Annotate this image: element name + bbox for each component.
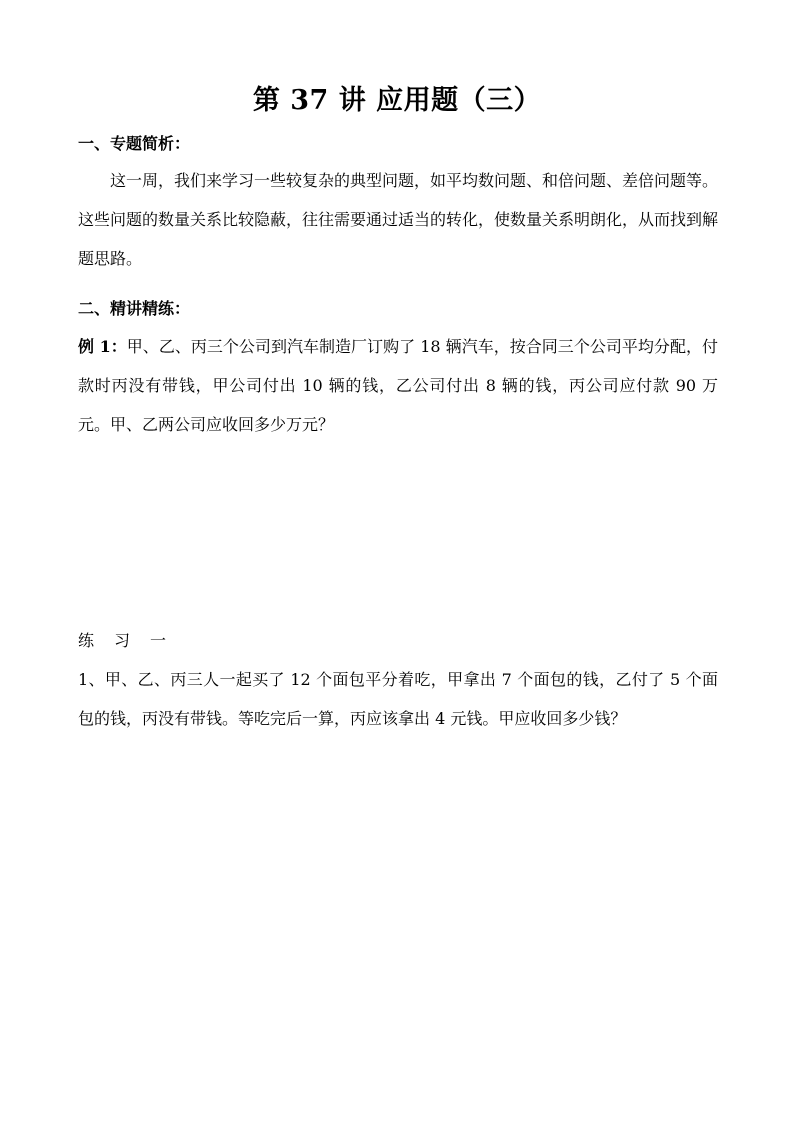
exercise-question-1: 1、甲、乙、丙三人一起买了 12 个面包平分着吃，甲拿出 7 个面包的钱，乙付了 5 个面包的钱，丙没有带钱。等吃完后一算，丙应该拿出 4 元钱。甲应收回多少钱？ (78, 670, 718, 728)
page-title: 第 37 讲 应用题（三） (252, 85, 542, 116)
section-heading-analysis: 一、专题简析： (78, 134, 191, 153)
example-1-text: 甲、乙、丙三个公司到汽车制造厂订购了 18 辆汽车，按合同三个公司平均分配，付款时丙没有带钱，甲公司付出 10 辆的钱，乙公司付出 8 辆的钱，丙公司应付款 90 万元。甲、乙两公司应收回多少万元？ (78, 337, 718, 434)
example-1-label: 例 1： (78, 337, 127, 356)
exercise-label: 练习一 (78, 631, 187, 650)
example-1 (78, 327, 718, 444)
analysis-paragraph: 这一周，我们来学习一些较复杂的典型问题，如平均数问题、和倍问题、差倍问题等。这些问题的数量关系比较隐蔽，往往需要通过适当的转化，使数量关系明朗化，从而找到解题思路。 (78, 171, 719, 268)
section-heading-practice: 二、精讲精练： (78, 299, 191, 318)
